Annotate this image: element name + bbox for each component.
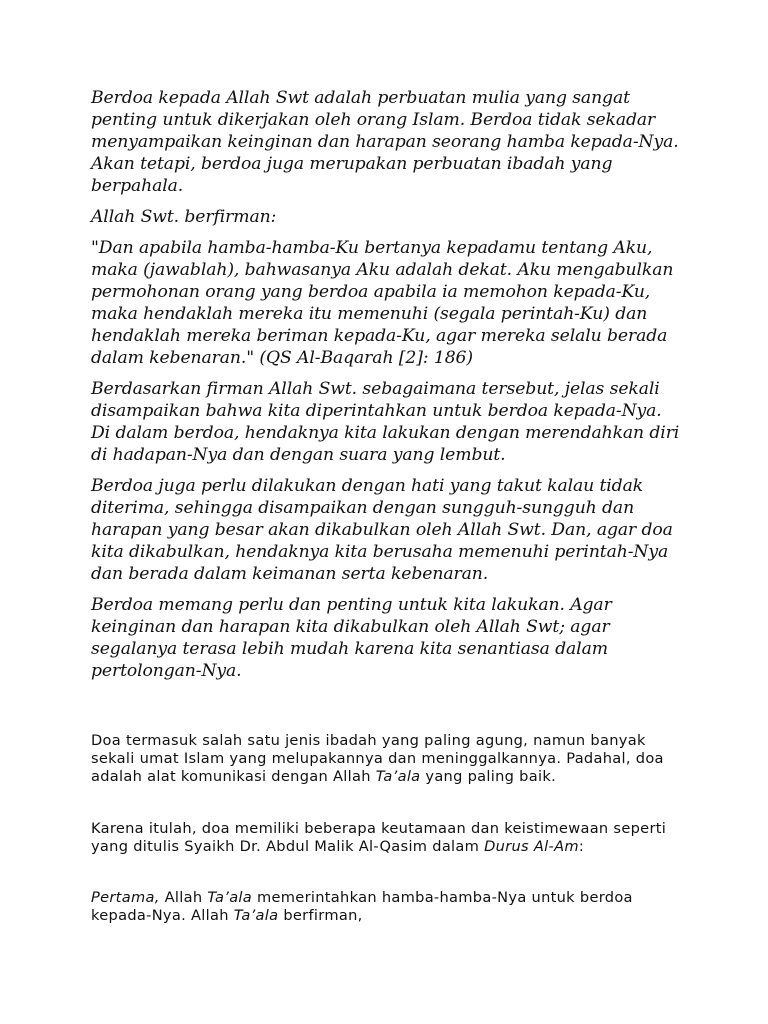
paragraph-karena-itulah [91, 820, 691, 856]
italic-term: Pertama, [91, 889, 160, 906]
italic-term: Ta’ala [375, 768, 421, 785]
italic-term: Durus Al-Am [484, 838, 579, 855]
text-segment: yang paling baik. [420, 768, 557, 785]
paragraph-berdoa-juga: Berdoa juga perlu dilakukan dengan hati yang takut kalau tidak diterima, sehingga disampaikan dengan sungguh-sungguh dan harapan yang besar akan dikabulkan oleh Allah Swt. Dan, agar doa kita dikabulkan, hendaknya kita berusaha memenuhi perintah-Nya dan berada dalam keimanan serta kebenaran. [91, 476, 673, 584]
text-segment: memerintahkan hamba-hamba-Nya untuk berdoa kepada-Nya. Allah [91, 889, 633, 924]
italic-term: Ta’ala [233, 907, 279, 924]
paragraph-quran-quote: "Dan apabila hamba-hamba-Ku bertanya kepadamu tentang Aku, maka (jawablah), bahwasanya Aku adalah dekat. Aku mengabulkan permohonan orang yang berdoa apabila ia memohon kepada-Ku, maka hendaklah mereka itu memenuhi (segala perintah-Ku) dan hendaklah mereka beriman kepada-Ku, agar mereka selalu berada dalam kebenaran." (QS Al-Baqarah [2]: 186) [91, 238, 674, 368]
sans-paragraph-karena-itulah [91, 820, 691, 856]
text-segment: berfirman, [278, 907, 363, 924]
text-segment: : [578, 838, 585, 855]
paragraph-berdasarkan: Berdasarkan firman Allah Swt. sebagaimana tersebut, jelas sekali disampaikan bahwa kita diperintahkan untuk berdoa kepada-Nya. Di dalam berdoa, hendaknya kita lakukan dengan merendahkan diri di hadapan-Nya dan dengan suara yang lembut. [91, 379, 680, 465]
serif-text-section [91, 87, 681, 691]
paragraph-doa-termasuk [91, 732, 691, 786]
text-segment: Karena itulah, doa memiliki beberapa keutamaan dan keistimewaan seperti yang ditulis Syaikh Dr. Abdul Malik Al-Qasim dalam [91, 820, 667, 855]
text-segment: Doa termasuk salah satu jenis ibadah yang paling agung, namun banyak sekali umat Islam yang melupakannya dan meninggalkannya. Padahal, doa adalah alat komunikasi dengan Allah [91, 732, 664, 785]
paragraph-intro: Berdoa kepada Allah Swt adalah perbuatan mulia yang sangat penting untuk dikerjakan oleh orang Islam. Berdoa tidak sekadar menyampaikan keinginan dan harapan seorang hamba kepada-Nya. Akan tetapi, berdoa juga merupakan perbuatan ibadah yang berpahala. [91, 88, 679, 196]
italic-term: Ta’ala [207, 889, 253, 906]
sans-paragraph-pertama [91, 889, 691, 925]
sans-paragraph-doa-termasuk [91, 732, 691, 786]
paragraph-berdoa-memang: Berdoa memang perlu dan penting untuk kita lakukan. Agar keinginan dan harapan kita dikabulkan oleh Allah Swt; agar segalanya terasa lebih mudah karena kita senantiasa dalam pertolongan-Nya. [91, 595, 612, 681]
paragraph-allah-berfirman: Allah Swt. berfirman: [91, 207, 277, 227]
paragraph-pertama [91, 889, 691, 925]
text-segment: Allah [159, 889, 208, 906]
